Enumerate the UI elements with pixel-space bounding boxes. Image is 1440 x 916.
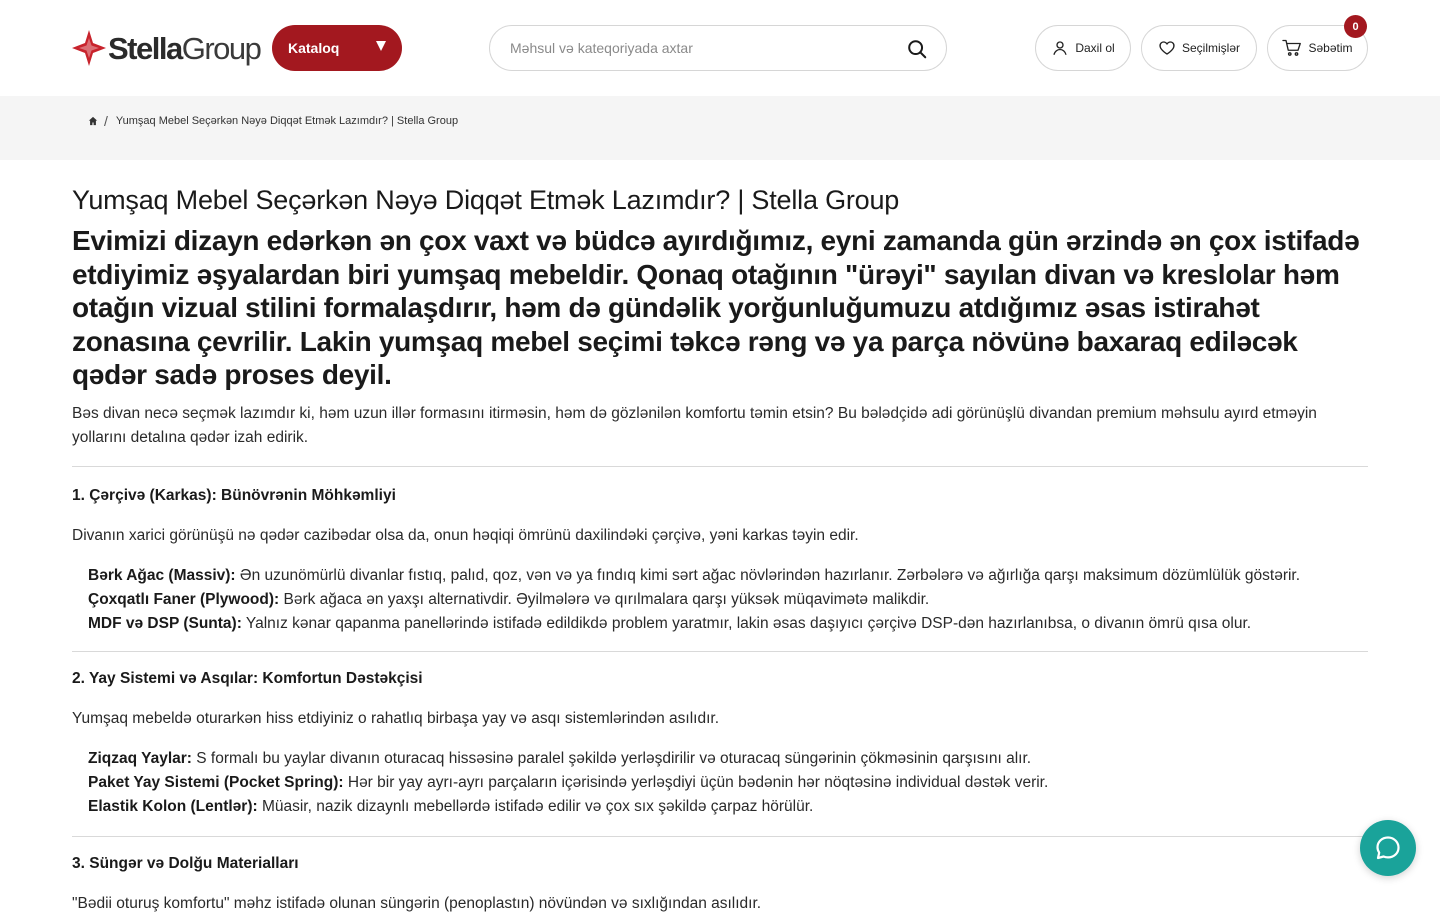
cart-label: Səbətim xyxy=(1308,41,1353,55)
site-header xyxy=(0,0,1440,96)
chat-button[interactable] xyxy=(1360,820,1416,876)
heart-icon xyxy=(1158,39,1176,57)
section-springs xyxy=(72,667,1368,819)
list-item: Elastik Kolon (Lentlər): Müasir, nazik dizaynlı mebellərdə istifadə edilir və çox sıx şəkildə çarpaz hörülür. xyxy=(88,798,814,815)
divider xyxy=(72,651,1368,652)
catalog-button[interactable] xyxy=(272,25,402,71)
login-label: Daxil ol xyxy=(1075,41,1115,55)
section-frame xyxy=(72,484,1368,636)
list-item: Çoxqatlı Faner (Plywood): Bərk ağaca ən yaxşı alternativdir. Əyilmələrə və qırılmalara qarşı yüksək müqavimətə malikdir. xyxy=(88,591,930,608)
section-foam xyxy=(72,852,1368,916)
chat-bubble-icon xyxy=(1374,834,1402,862)
home-icon[interactable] xyxy=(88,116,98,126)
section-paragraph: Yumşaq mebeldə oturarkən hiss etdiyiniz o rahatlıq birbaşa yay və asqı sistemlərindən asılıdır. xyxy=(72,710,720,727)
section-title: 2. Yay Sistemi və Asqılar: Komfortun Dəstəkçisi xyxy=(72,670,423,687)
article-intro: Bəs divan necə seçmək lazımdır ki, həm uzun illər formasını itirməsin, həm də gözlənilən komfortu təmin etsin? Bu bələdçidə adi görünüşlü divandan premium məhsulu ayırd etməyin yollarını detalına qədər izah edirik. xyxy=(72,404,1317,446)
section-paragraph: Divanın xarici görünüşü nə qədər cazibədar olsa da, onun həqiqi ömrünü daxilindəki çərçivə, yəni karkas təyin edir. xyxy=(72,527,859,544)
catalog-label: Kataloq xyxy=(288,40,340,56)
divider xyxy=(72,836,1368,837)
search-bar xyxy=(489,25,947,71)
caret-down-icon xyxy=(376,41,386,51)
list-item: Ziqzaq Yaylar: S formalı bu yaylar divanın oturacaq hissəsinə paralel şəkildə yerləşdirilir və oturacaq süngərinin çökməsinin qarşısını alır. xyxy=(88,750,1032,767)
login-button[interactable] xyxy=(1035,25,1131,71)
breadcrumb xyxy=(88,113,458,129)
section-list xyxy=(72,564,1368,636)
section-paragraph: "Bədii oturuş komfortu" məhz istifadə olunan süngərin (penoplastın) növündən və sıxlığından asılıdır. xyxy=(72,895,762,912)
article-lead: Evimizi dizayn edərkən ən çox vaxt və büdcə ayırdığımız, eyni zamanda gün ərzində ən çox istifadə etdiyimiz əşyalardan biri yumşaq mebeldir. Qonaq otağının "ürəyi" sayılan divan və kreslolar həm otağın vizual stilini formalaşdırır, həm də gündəlik yorğunluğumuzu atdığımız əsas istirahət zonasına çevrilir. Lakin yumşaq mebel seçimi təkcə rəng və ya parça növünə baxaraq ediləcək qədər sadə proses deyil. xyxy=(72,225,1360,391)
stella-star-icon xyxy=(72,30,106,66)
favorites-label: Seçilmişlər xyxy=(1181,41,1240,55)
search-input[interactable] xyxy=(510,40,900,56)
section-list xyxy=(72,747,1368,819)
article-sections xyxy=(72,466,1368,912)
list-item: Bərk Ağac (Massiv): Ən uzunömürlü divanlar fıstıq, palıd, qoz, vən və ya fındıq kimi sərt ağac növlərindən hazırlanır. Zərbələrə və ağırlığa qarşı maksimum dözümlülük göstərir. xyxy=(88,567,1301,584)
section-title: 3. Süngər və Dolğu Materialları xyxy=(72,855,299,872)
page-title: Yumşaq Mebel Seçərkən Nəyə Diqqət Etmək Lazımdır? | Stella Group xyxy=(72,185,900,215)
divider xyxy=(72,466,1368,467)
cart-count-badge: 0 xyxy=(1344,15,1367,38)
list-item: Paket Yay Sistemi (Pocket Spring): Hər bir yay ayrı-ayrı parçaların içərisində yerləşdiyi üçün bədənin hər nöqtəsinə individual dəstək verir. xyxy=(88,774,1049,791)
list-item: MDF və DSP (Sunta): Yalnız kənar qapanma panellərində istifadə edildikdə problem yaratmır, lakin əsas daşıyıcı çərçivə DSP-dən hazırlanıbsa, o divanın ömrü qısa olur. xyxy=(88,615,1252,632)
breadcrumb-bar xyxy=(0,96,1440,160)
user-icon xyxy=(1051,39,1069,57)
search-icon[interactable] xyxy=(906,38,928,60)
favorites-button[interactable] xyxy=(1141,25,1257,71)
breadcrumb-separator: / xyxy=(104,113,108,129)
cart-icon xyxy=(1282,39,1302,57)
logo-text: StellaGroup xyxy=(108,30,261,66)
article xyxy=(72,184,1368,450)
breadcrumb-current: Yumşaq Mebel Seçərkən Nəyə Diqqət Etmək Lazımdır? | Stella Group xyxy=(115,115,459,127)
section-title: 1. Çərçivə (Karkas): Bünövrənin Möhkəmliyi xyxy=(72,487,396,504)
logo[interactable] xyxy=(72,28,260,68)
